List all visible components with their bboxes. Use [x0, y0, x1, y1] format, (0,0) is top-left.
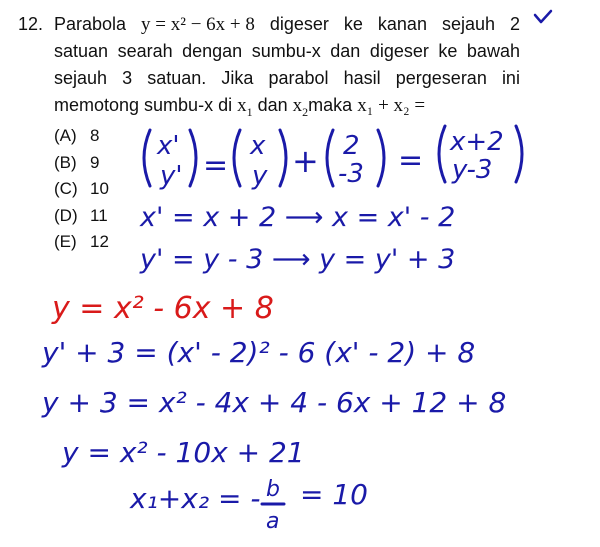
var-x1: $x_1$	[237, 95, 253, 119]
step-2: y' = y - 3 ⟶ y = y' + 3	[140, 244, 456, 275]
word: sumbu-x	[251, 41, 321, 61]
option-b[interactable]: (B) 9	[54, 152, 100, 172]
var-x2: $x_2$	[292, 95, 309, 119]
word: 3	[122, 68, 133, 88]
word: digeser	[269, 14, 329, 34]
question-line-3	[54, 68, 520, 89]
matrix-lhs-bot: y'	[160, 161, 183, 191]
matrix-brackets	[144, 126, 522, 186]
option-e[interactable]: (E) 12	[54, 232, 109, 251]
step-7-left: x₁+x₂ = -	[130, 482, 261, 515]
step-7-right: = 10	[300, 478, 368, 511]
question-line-1	[54, 14, 520, 36]
word: bawah	[466, 41, 520, 61]
word: searah	[117, 41, 173, 61]
answer-options	[54, 123, 109, 256]
step-1: x' = x + 2 ⟶ x = x' - 2	[140, 202, 456, 233]
word: digeser	[369, 41, 429, 61]
word: ke	[343, 14, 363, 34]
word: pergeseran	[395, 68, 487, 88]
plus-sign: +	[292, 142, 319, 180]
matrix-mid-top: x	[250, 131, 266, 161]
word: dan	[257, 95, 288, 115]
matrix-mid-bot: y	[252, 161, 268, 191]
word: Parabola	[54, 14, 127, 34]
step-3: y = x² - 6x + 8	[52, 291, 274, 326]
step-4: y' + 3 = (x' - 2)² - 6 (x' - 2) + 8	[42, 336, 476, 369]
equals-sign: =	[203, 148, 229, 183]
word: satuan.	[147, 68, 207, 88]
word: kanan	[377, 14, 427, 34]
equals-sign: =	[398, 143, 424, 178]
matrix-res-bot: y-3	[452, 155, 493, 185]
step-6: y = x² - 10x + 21	[62, 436, 305, 469]
word: memotong sumbu-x di	[54, 95, 233, 115]
word: ini	[501, 68, 520, 88]
option-c[interactable]: (C) 10	[54, 179, 109, 198]
word: satuan	[54, 41, 109, 61]
matrix-res-top: x+2	[450, 127, 504, 157]
word: hasil	[343, 68, 381, 88]
word: dengan	[182, 41, 243, 61]
word: Jika	[221, 68, 254, 88]
step-7-numerator: b	[266, 477, 280, 502]
word: 2	[509, 14, 520, 34]
matrix-vec-top: 2	[343, 131, 360, 161]
question-line-4	[54, 95, 425, 120]
step-5: y + 3 = x² - 4x + 4 - 6x + 12 + 8	[42, 386, 507, 419]
word: maka	[308, 95, 353, 115]
equation: y = x² − 6x + 8	[141, 14, 255, 35]
word: sejauh	[441, 14, 495, 34]
word: parabol	[268, 68, 329, 88]
word: sejauh	[54, 68, 108, 88]
step-7-denominator: a	[266, 509, 280, 534]
option-a[interactable]: (A) 8	[54, 126, 100, 145]
question-number: 12.	[18, 14, 44, 34]
word: dan	[330, 41, 361, 61]
option-d[interactable]: (D) 11	[54, 205, 108, 225]
matrix-lhs-top: x'	[157, 131, 180, 161]
sum-expression: x₁ + x₂ =	[357, 95, 426, 116]
matrix-vec-bot: -3	[338, 159, 364, 189]
question-line-2	[54, 41, 520, 62]
word: ke	[438, 41, 458, 61]
checkmark-icon	[532, 8, 554, 26]
